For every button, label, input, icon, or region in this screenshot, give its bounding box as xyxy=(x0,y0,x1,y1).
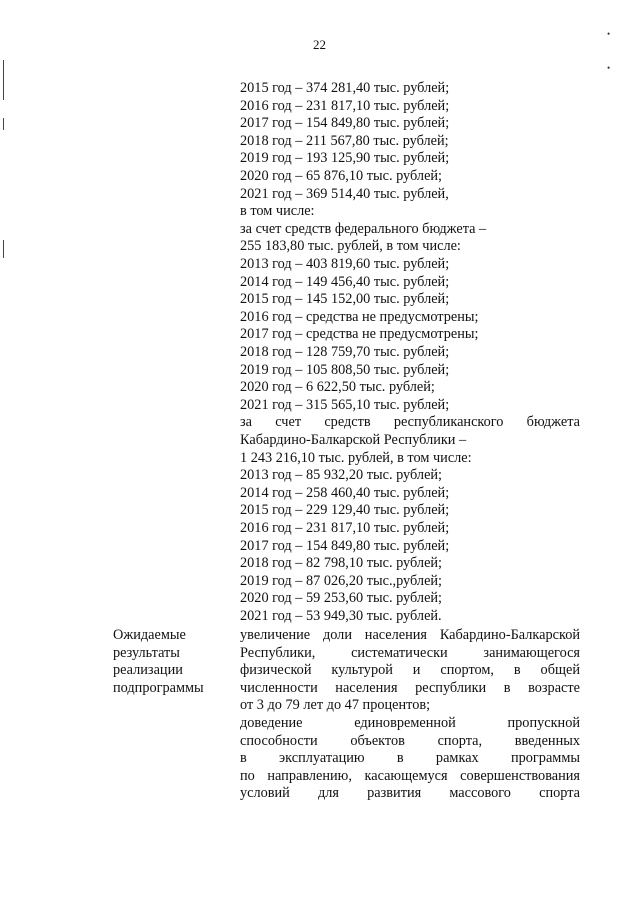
funding-line: 2016 год – 231 817,10 тыс. рублей; xyxy=(240,520,450,536)
results-label-line: реализации xyxy=(113,662,183,679)
funding-line: 2013 год – 403 819,60 тыс. рублей; xyxy=(240,256,450,272)
funding-line: Кабардино-Балкарской Республики – xyxy=(240,432,467,448)
results-line: по направлению, касающемуся совершенствования xyxy=(240,767,580,784)
funding-line: 2015 год – 229 129,40 тыс. рублей; xyxy=(240,502,450,519)
results-line: Республики, систематически занимающегося xyxy=(240,644,580,661)
funding-line: 2018 год – 82 798,10 тыс. рублей; xyxy=(240,555,443,572)
results-line: в эксплуатацию в рамках программы xyxy=(240,750,580,767)
funding-line: 2016 год – 231 817,10 тыс. рублей; xyxy=(240,97,450,114)
funding-line: 2016 год – средства не предусмотрены; xyxy=(240,308,479,325)
funding-line: 2021 год – 369 514,40 тыс. рублей, xyxy=(240,185,449,202)
margin-mark xyxy=(3,60,4,100)
funding-line: 2019 год – 193 125,90 тыс. рублей; xyxy=(240,150,450,167)
funding-line: 2017 год – средства не предусмотрены; xyxy=(240,326,479,343)
corner-mark: • xyxy=(607,29,611,39)
results-line: способности объектов спорта, введенных xyxy=(240,732,580,749)
funding-line: 2015 год – 145 152,00 тыс. рублей; xyxy=(240,291,450,308)
results-label-line: Ожидаемые xyxy=(113,627,186,643)
results-label-line: подпрограммы xyxy=(113,679,204,696)
margin-mark xyxy=(3,240,4,258)
funding-line: 2013 год – 85 932,20 тыс. рублей; xyxy=(240,467,443,484)
results-line: доведение единовременной пропускной xyxy=(240,715,580,731)
funding-line: 2014 год – 149 456,40 тыс. рублей; xyxy=(240,273,450,290)
funding-line: 2019 год – 105 808,50 тыс. рублей; xyxy=(240,361,450,378)
results-line: увеличение доли населения Кабардино-Балкарской xyxy=(240,627,580,643)
results-label-line: результаты xyxy=(113,644,180,661)
funding-line: 2021 год – 315 565,10 тыс. рублей; xyxy=(240,396,450,413)
funding-line: 255 183,80 тыс. рублей, в том числе: xyxy=(240,238,461,255)
funding-line: 2021 год – 53 949,30 тыс. рублей. xyxy=(240,608,442,624)
funding-line: 1 243 216,10 тыс. рублей, в том числе: xyxy=(240,449,472,466)
funding-line: 2020 год – 6 622,50 тыс. рублей; xyxy=(240,379,435,396)
funding-line: 2017 год – 154 849,80 тыс. рублей; xyxy=(240,537,450,554)
funding-line: 2019 год – 87 026,20 тыс.,рублей; xyxy=(240,572,443,589)
funding-line: 2020 год – 65 876,10 тыс. рублей; xyxy=(240,168,443,184)
funding-line: 2015 год – 374 281,40 тыс. рублей; xyxy=(240,80,450,96)
funding-line: 2014 год – 258 460,40 тыс. рублей; xyxy=(240,484,450,501)
funding-line: 2018 год – 211 567,80 тыс. рублей; xyxy=(240,132,449,149)
funding-line: 2017 год – 154 849,80 тыс. рублей; xyxy=(240,115,450,132)
funding-line: за счет средств республиканского бюджета xyxy=(240,414,580,431)
results-line: условий для развития массового спорта xyxy=(240,785,580,802)
results-line: физической культурой и спортом, в общей xyxy=(240,662,580,679)
funding-line: 2020 год – 59 253,60 тыс. рублей; xyxy=(240,590,443,607)
margin-mark xyxy=(3,118,4,130)
funding-line: в том числе: xyxy=(240,203,315,220)
funding-line: 2018 год – 128 759,70 тыс. рублей; xyxy=(240,344,450,360)
results-line: от 3 до 79 лет до 47 процентов; xyxy=(240,697,431,714)
page-number: 22 xyxy=(313,37,326,52)
funding-line: за счет средств федерального бюджета – xyxy=(240,220,487,237)
results-line: численности населения республики в возрасте xyxy=(240,679,580,696)
corner-mark: • xyxy=(607,63,611,73)
